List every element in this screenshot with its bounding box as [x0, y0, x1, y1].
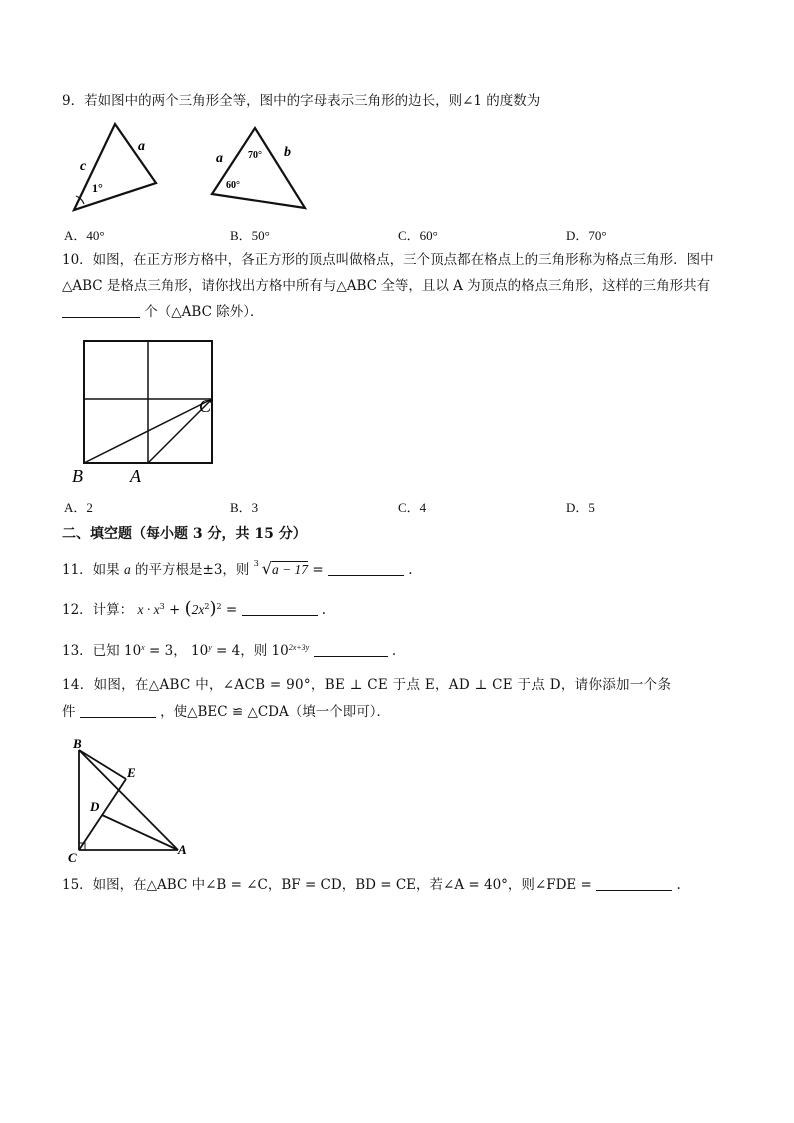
- q14-figure: [64, 736, 204, 866]
- section-title: 二、填空题（每小题 3 分，共 15 分）: [62, 526, 307, 542]
- label-C: C: [199, 396, 212, 416]
- q9-figure-right: [204, 120, 314, 220]
- q9-option-d[interactable]: D．70°: [566, 228, 607, 243]
- label-angle-1: 1°: [92, 181, 103, 195]
- q13-answer-blank[interactable]: [314, 642, 388, 657]
- label-70: 70°: [248, 150, 262, 161]
- q9-figure-left: [66, 120, 176, 220]
- q10-line1: 10．如图，在正方形方格中，各正方形的顶点叫做格点，三个顶点都在格点上的三角形称为格点三角形．图中: [62, 252, 714, 268]
- q10-line2: △ABC 是格点三角形，请你找出方格中所有与△ABC 全等，且以 A 为顶点的格点三角形，这样的三角形共有: [62, 278, 711, 294]
- label-c: c: [80, 159, 87, 174]
- label-a: a: [138, 139, 145, 154]
- label-B: B: [72, 466, 83, 486]
- q12-answer-blank[interactable]: [242, 601, 318, 616]
- label-D: D: [90, 799, 100, 814]
- q10-option-d[interactable]: D．5: [566, 500, 595, 515]
- q10-answer-blank[interactable]: [62, 303, 140, 318]
- q9-option-c[interactable]: C．60°: [398, 228, 438, 243]
- label-A: A: [130, 466, 141, 486]
- q14-line1: 14．如图，在△ABC 中，∠ACB = 90°，BE ⊥ CE 于点 E，AD ⊥ CE 于点 D，请你添加一个条: [62, 677, 672, 693]
- label-C: C: [68, 850, 77, 865]
- label-A: A: [178, 842, 187, 857]
- q13: 13．已知 $10^x = 3$， $10^y = 4$，则 $10^{2x+3y}$ .: [62, 643, 397, 659]
- q14-answer-blank[interactable]: [80, 703, 156, 718]
- q10-grid-figure: [68, 336, 228, 486]
- q10-line3: 个（△ABC 除外）．: [62, 303, 263, 321]
- q11: 11．如果 a 的平方根是±3，则 3 √a − 17 = .: [62, 559, 413, 578]
- q11-answer-blank[interactable]: [328, 561, 404, 576]
- q9-option-b[interactable]: B．50°: [230, 228, 270, 243]
- label-b: b: [284, 145, 291, 160]
- q9-option-a[interactable]: A．40°: [64, 228, 105, 243]
- q15: 15．如图，在△ABC 中∠B = ∠C，BF = CD，BD = CE，若∠A = 40°，则∠FDE = .: [62, 877, 681, 893]
- q9-stem: 9．若如图中的两个三角形全等，图中的字母表示三角形的边长，则∠1 的度数为: [62, 93, 541, 109]
- cube-root: 3 √a − 17: [253, 559, 309, 578]
- label-B: B: [73, 736, 82, 751]
- q10-option-c[interactable]: C．4: [398, 500, 427, 515]
- q10-option-a[interactable]: A．2: [64, 500, 93, 515]
- q15-answer-blank[interactable]: [596, 876, 672, 891]
- q14-line2: 件 ，使△BEC ≌ △CDA（填一个即可）．: [62, 704, 391, 720]
- label-a: a: [216, 151, 223, 166]
- label-E: E: [127, 765, 136, 780]
- q12: 12．计算： $x \cdot x^3 + (2x^2)^2$ = .: [62, 598, 327, 619]
- q10-option-b[interactable]: B．3: [230, 500, 259, 515]
- label-60: 60°: [226, 180, 240, 191]
